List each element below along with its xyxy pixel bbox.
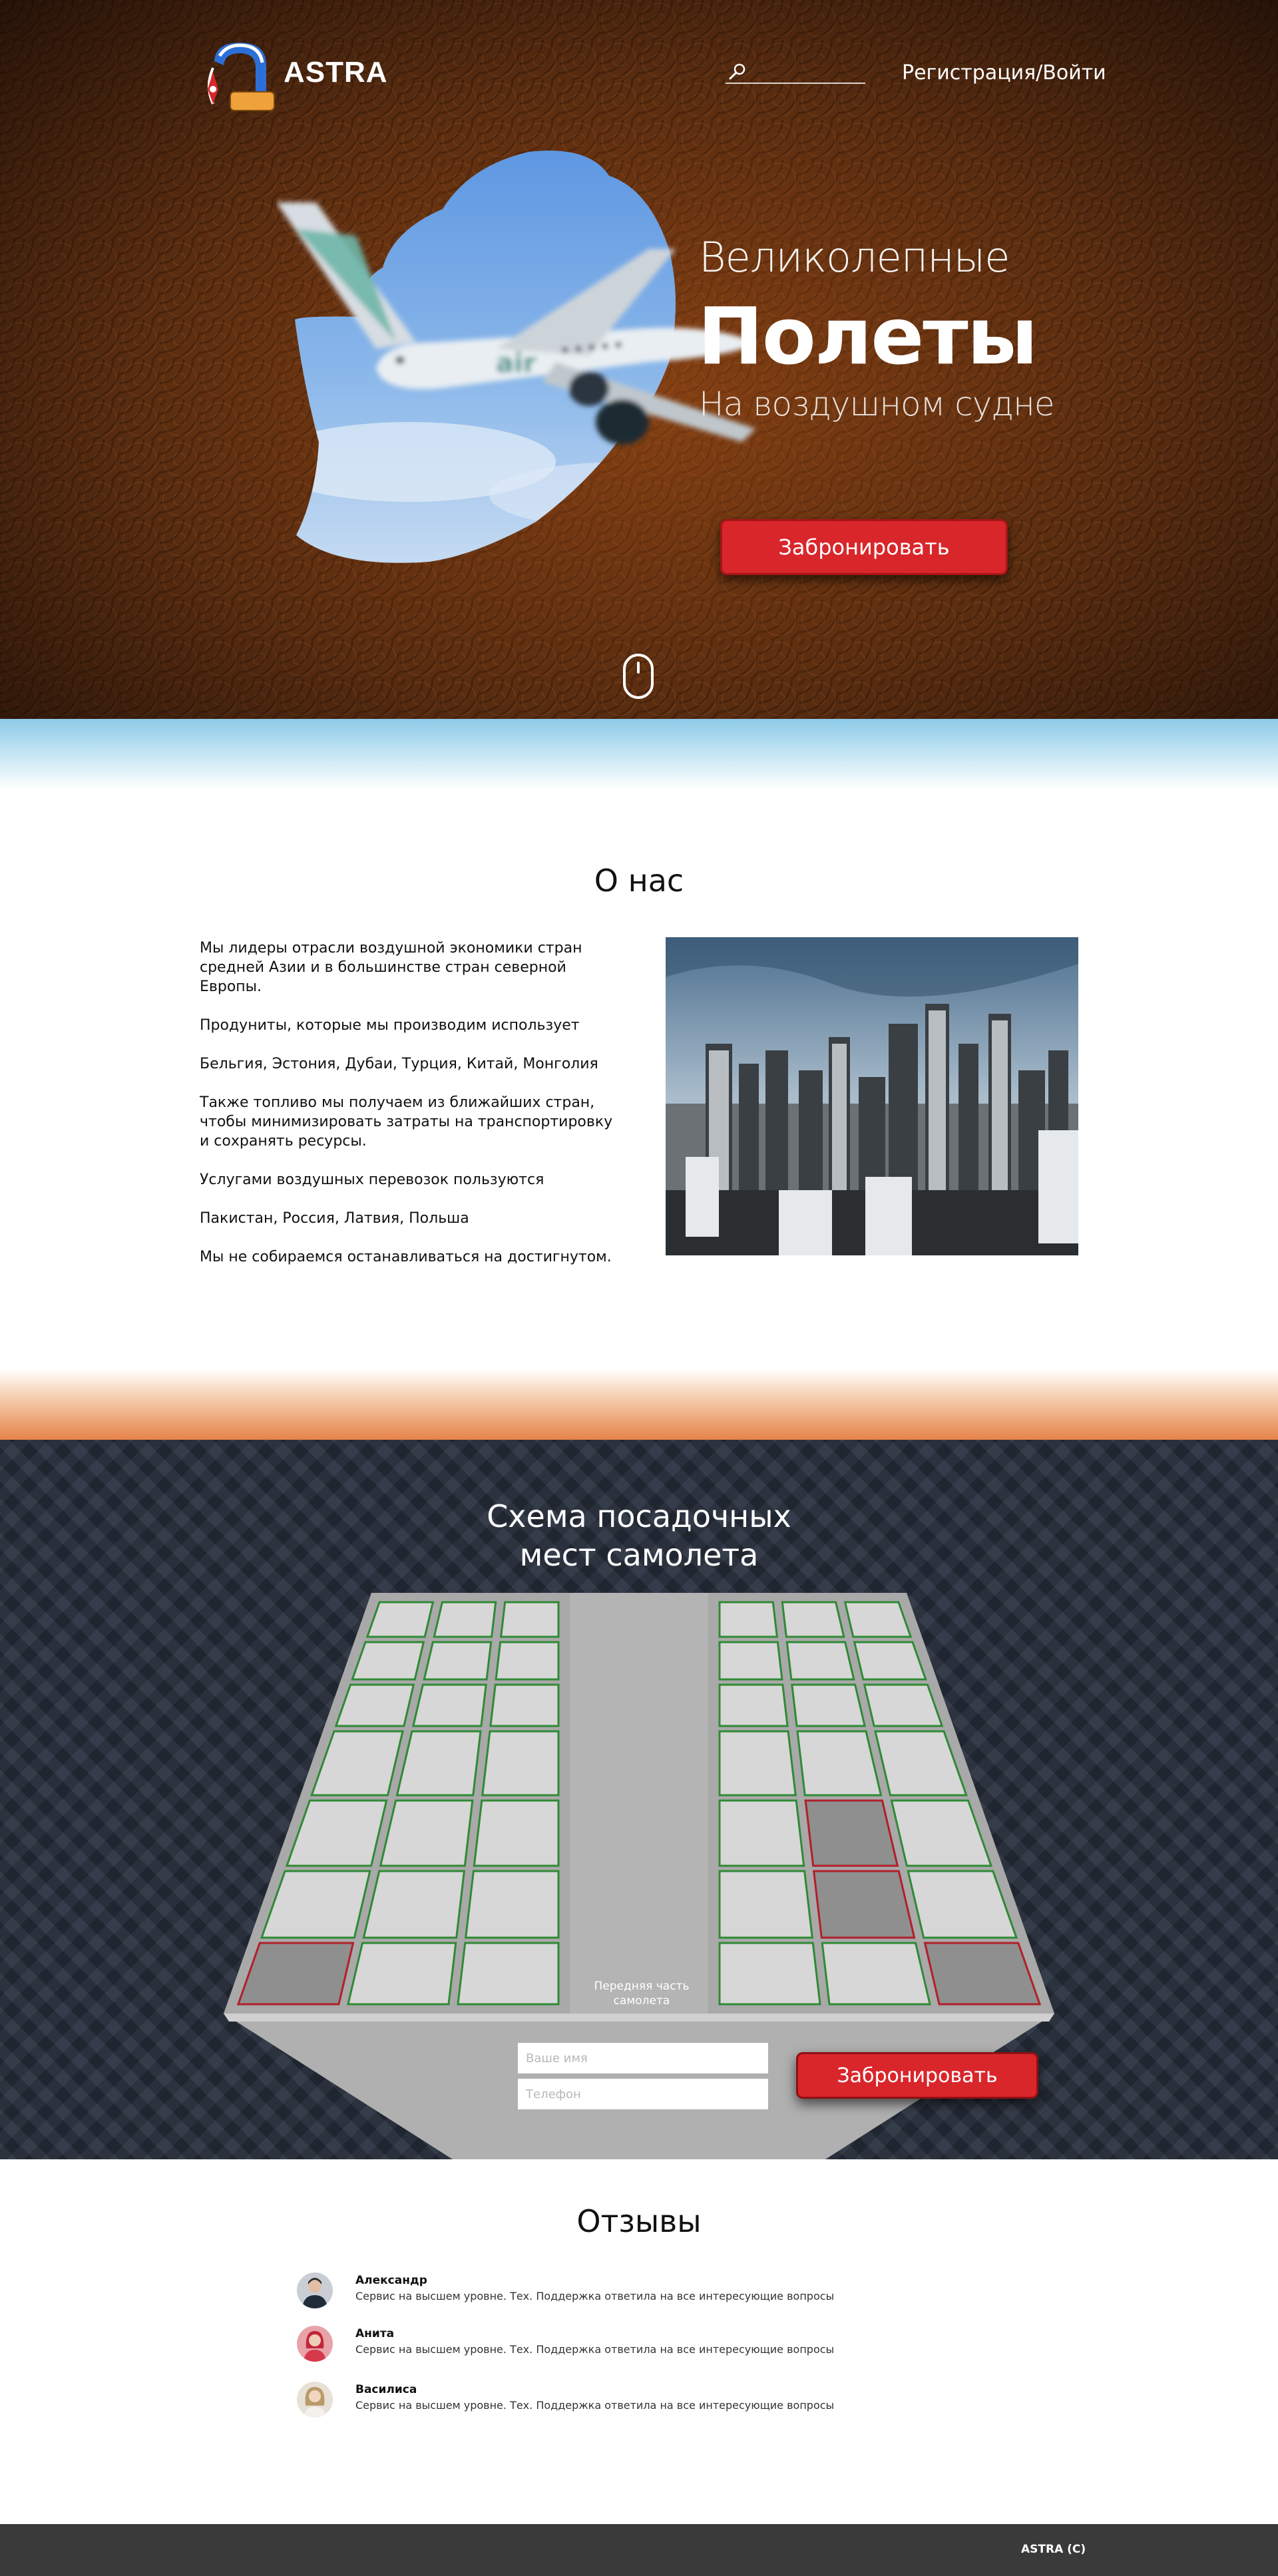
seat-free[interactable] (466, 1871, 558, 1938)
hero-airplane-image (276, 149, 769, 571)
seat-free[interactable] (424, 1642, 491, 1679)
seat-free[interactable] (720, 1685, 787, 1726)
hero-book-button[interactable]: Забронировать (720, 519, 1008, 575)
about-paragraph: Мы не собираемся останавливаться на достигнутом. (200, 1249, 612, 1265)
name-input[interactable] (518, 2043, 768, 2073)
seat-free[interactable] (822, 1943, 930, 2004)
logo-icon (200, 39, 280, 116)
seat-taken[interactable] (814, 1871, 915, 1938)
seat-free[interactable] (496, 1642, 558, 1679)
seat-free[interactable] (363, 1871, 464, 1938)
seat-free[interactable] (336, 1685, 414, 1726)
seat-free[interactable] (434, 1602, 495, 1637)
review-author: Василиса (355, 2383, 417, 2396)
about-text (200, 939, 626, 1286)
seating-heading-line2: мест самолета (519, 1537, 759, 1573)
about-paragraph: Бельгия, Эстония, Дубаи, Турция, Китай, Монголия (200, 1056, 598, 1072)
footer (0, 2524, 1278, 2576)
avatar (297, 2326, 333, 2362)
seat-free[interactable] (474, 1801, 558, 1866)
hero-section (0, 0, 1278, 719)
seat-free[interactable] (491, 1685, 558, 1726)
seat-free[interactable] (787, 1642, 853, 1679)
search-box[interactable] (726, 61, 865, 84)
seat-free[interactable] (720, 1871, 812, 1938)
seat-free[interactable] (720, 1943, 820, 2004)
seat-taken[interactable] (238, 1943, 353, 2004)
city-skyline-image (666, 937, 1078, 1255)
about-section (0, 789, 1278, 1369)
scroll-mouse-icon[interactable] (622, 652, 655, 700)
seat-free[interactable] (458, 1943, 558, 2004)
seat-free[interactable] (397, 1731, 481, 1795)
about-heading: О нас (594, 863, 684, 899)
seat-free[interactable] (720, 1801, 804, 1866)
avatar (297, 2272, 333, 2308)
search-input[interactable] (749, 61, 863, 81)
review-item (297, 2326, 1029, 2366)
seating-book-button[interactable]: Забронировать (796, 2052, 1038, 2099)
seat-free[interactable] (797, 1731, 881, 1795)
hero-title-line2: Полеты (698, 290, 1037, 382)
review-author: Анита (355, 2327, 395, 2340)
about-paragraph: Также топливо мы получаем из ближайших стран, чтобы минимизировать затраты на транспортировку и сохранять ресурсы. (200, 1094, 613, 1150)
seating-heading (0, 1497, 1278, 1574)
review-text: Сервис на высшем уровне. Тех. Поддержка ответила на все интересующие вопросы (355, 2290, 835, 2302)
about-paragraph: Услугами воздушных перевозок пользуются (200, 1172, 544, 1188)
seat-free[interactable] (782, 1602, 843, 1637)
seat-taken[interactable] (805, 1801, 897, 1866)
reviews-section (0, 2159, 1278, 2524)
about-paragraph: Продуниты, которые мы производим использует (200, 1017, 580, 1034)
seat-free[interactable] (720, 1602, 777, 1637)
review-item (297, 2272, 1029, 2312)
seat-free[interactable] (367, 1602, 433, 1637)
hero-title-line1: Великолепные (699, 233, 1010, 282)
front-label: Передняя часть (594, 1980, 690, 1993)
seating-heading-line1: Схема посадочных (487, 1498, 791, 1534)
seat-free[interactable] (501, 1602, 558, 1637)
about-paragraph: Мы лидеры отрасли воздушной экономики стран средней Азии и в большинстве стран северной Европы. (200, 940, 582, 995)
avatar (297, 2382, 333, 2418)
review-text: Сервис на высшем уровне. Тех. Поддержка ответила на все интересующие вопросы (355, 2399, 835, 2412)
review-text: Сервис на высшем уровне. Тех. Поддержка ответила на все интересующие вопросы (355, 2343, 835, 2356)
phone-input[interactable] (518, 2079, 768, 2109)
seat-taken[interactable] (925, 1943, 1040, 2004)
about-paragraph: Пакистан, Россия, Латвия, Польша (200, 1210, 469, 1227)
hero-title-line3: На воздушном судне (699, 385, 1054, 423)
seat-free[interactable] (381, 1801, 473, 1866)
sky-gradient-divider (0, 719, 1278, 789)
seat-free[interactable] (483, 1731, 558, 1795)
seating-section (0, 1440, 1278, 2159)
front-label: самолета (613, 1994, 670, 2008)
seat-free[interactable] (792, 1685, 865, 1726)
register-login-link[interactable]: Регистрация/Войти (902, 61, 1106, 85)
seat-free[interactable] (720, 1642, 782, 1679)
logo-text: ASTRA (284, 56, 388, 89)
svg-text:air: air (496, 348, 536, 379)
review-item (297, 2382, 1029, 2422)
seat-free[interactable] (720, 1731, 795, 1795)
review-author: Александр (355, 2274, 427, 2287)
seat-free[interactable] (845, 1602, 911, 1637)
seat-free[interactable] (352, 1642, 423, 1679)
seat-free[interactable] (865, 1685, 943, 1726)
search-icon (728, 63, 747, 81)
footer-copyright: ASTRA (С) (1021, 2543, 1086, 2556)
sunset-gradient-divider (0, 1369, 1278, 1440)
reviews-heading: Отзывы (576, 2203, 702, 2239)
cabin-aisle (570, 1593, 708, 2014)
seat-free[interactable] (348, 1943, 456, 2004)
seat-free[interactable] (855, 1642, 926, 1679)
logo[interactable] (200, 39, 388, 116)
seat-free[interactable] (413, 1685, 486, 1726)
